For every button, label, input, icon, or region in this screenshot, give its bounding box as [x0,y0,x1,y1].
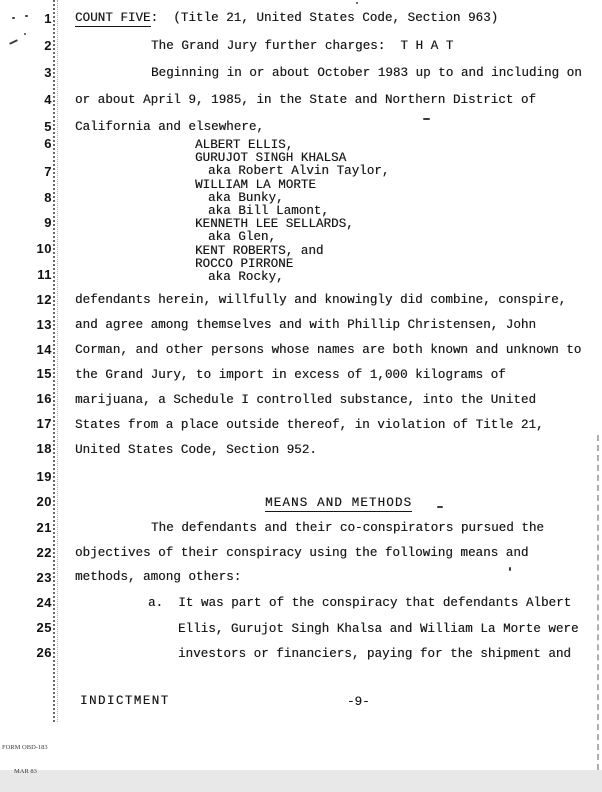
body-line-25: Ellis, Gurujot Singh Khalsa and William La Morte were [178,622,579,636]
line-number: 7 [44,164,52,179]
body-line-23: methods, among others: [75,570,242,584]
scan-artifact [9,39,18,45]
body-line-16: marijuana, a Schedule I controlled substance, into the United [75,393,537,407]
line-number: 14 [36,342,52,357]
body-line-12: defendants herein, willfully and knowingly did combine, conspire, [75,293,567,307]
line-number: 6 [44,136,52,151]
line-number: 26 [36,645,52,660]
body-line-22: objectives of their conspiracy using the following means and [75,546,529,560]
line-number: 20 [36,494,52,509]
line-number: 15 [36,366,52,381]
defendant-alias: aka Bunky, [208,191,284,205]
line-number: 12 [36,292,52,307]
body-line-2: The Grand Jury further charges: T H A T [151,39,454,53]
defendant-name: KENT ROBERTS, and [195,244,324,258]
body-line-21: The defendants and their co-conspirators pursued the [151,521,544,535]
scan-artifact [437,506,443,508]
line-number: 13 [36,317,52,332]
line-number: 2 [44,38,52,53]
footer-page-number: -9- [347,695,370,709]
body-line-5: California and elsewhere, [75,120,264,134]
line-number: 10 [36,241,52,256]
line-number: 11 [37,267,52,282]
footer-document-label: INDICTMENT [80,694,170,708]
line-number: 4 [44,92,52,107]
scan-artifact [12,17,15,19]
defendant-name: KENNETH LEE SELLARDS, [195,217,354,231]
scan-artifact [423,118,430,120]
line-number: 17 [36,416,52,431]
line-number: 18 [36,441,52,456]
line-number: 5 [44,119,52,134]
line-number: 16 [36,391,52,406]
scan-artifact [509,567,511,571]
means-and-methods-heading: MEANS AND METHODS [265,496,413,510]
scan-artifact [24,33,26,35]
body-line-17: States from a place outside thereof, in violation of Title 21, [75,418,544,432]
form-stamp-line2: MAR 83 [14,768,37,775]
defendant-alias: aka Glen, [208,230,277,244]
line-number: 22 [36,545,52,560]
scan-artifact [356,2,358,4]
line-number: 24 [36,595,52,610]
line-number: 3 [44,65,52,80]
right-edge-scan-line [597,435,599,770]
line-number: 9 [44,215,52,230]
body-line-26: investors or financiers, paying for the shipment and [178,647,571,661]
defendant-alias: aka Bill Lamont, [208,204,329,218]
count-five-heading: COUNT FIVE [75,11,151,25]
line-number: 1 [44,11,52,26]
scan-artifact [25,15,28,17]
left-margin-rule-secondary [57,0,58,722]
body-line-18: United States Code, Section 952. [75,443,317,457]
line-number: 25 [36,620,52,635]
form-stamp [2,728,48,792]
defendant-alias: aka Rocky, [208,270,284,284]
form-stamp-line1: FORM OBD-183 [2,744,48,751]
count-five-citation: : (Title 21, United States Code, Section 963) [150,11,499,25]
line-number: 19 [36,469,52,484]
left-margin-rule [53,0,55,722]
defendant-name: ALBERT ELLIS, [195,138,294,152]
body-line-14: Corman, and other persons whose names are both known and unknown to [75,343,582,357]
defendant-name: GURUJOT SINGH KHALSA [195,151,347,165]
body-line-24: a. It was part of the conspiracy that defendants Albert [148,596,572,610]
body-line-15: the Grand Jury, to import in excess of 1,000 kilograms of [75,368,506,382]
defendant-name: ROCCO PIRRONE [195,257,294,271]
body-line-4: or about April 9, 1985, in the State and Northern District of [75,93,537,107]
body-line-3: Beginning in or about October 1983 up to and including on [151,66,582,80]
body-line-13: and agree among themselves and with Phillip Christensen, John [75,318,537,332]
line-number: 21 [36,520,52,535]
defendant-alias: aka Robert Alvin Taylor, [208,164,390,178]
defendant-name: WILLIAM LA MORTE [195,178,316,192]
count-five-line [75,11,498,25]
line-number: 8 [44,190,52,205]
line-number: 23 [36,570,52,585]
